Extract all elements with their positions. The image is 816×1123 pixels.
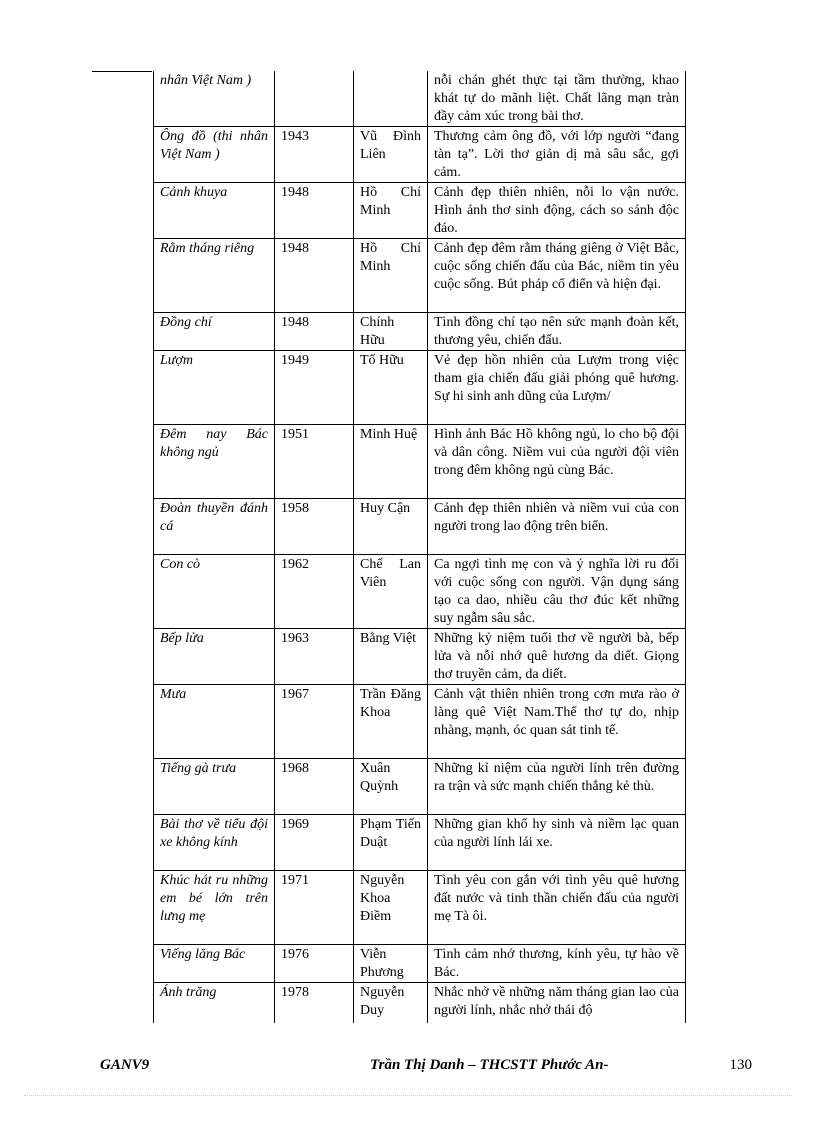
- poem-table: [153, 71, 686, 1023]
- poem-title: Khúc hát ru những em bé lớn trên lưng mẹ: [154, 871, 275, 945]
- table-row: [154, 685, 686, 759]
- page-footer: [100, 1057, 752, 1077]
- table-row: [154, 351, 686, 425]
- poem-title: Ông đồ (thi nhân Việt Nam ): [154, 127, 275, 183]
- table-row: [154, 183, 686, 239]
- poem-title: Viếng lăng Bác: [154, 945, 275, 983]
- poem-year: 1971: [275, 871, 354, 945]
- poem-author: Trần Đăng Khoa: [354, 685, 428, 759]
- poem-note: Tình đồng chí tạo nên sức mạnh đoàn kết, thương yêu, chiến đấu.: [428, 313, 686, 351]
- poem-title: Bếp lửa: [154, 629, 275, 685]
- poem-author: Chính Hữu: [354, 313, 428, 351]
- table-row: [154, 983, 686, 1023]
- table-row: [154, 629, 686, 685]
- page-bottom-divider: [24, 1095, 792, 1096]
- footer-left-label: GANV9: [100, 1057, 150, 1073]
- poem-title: Tiếng gà trưa: [154, 759, 275, 815]
- poem-title: Bài thơ về tiểu đội xe không kính: [154, 815, 275, 871]
- table-row: [154, 425, 686, 499]
- poem-title: Cảnh khuya: [154, 183, 275, 239]
- page-number: 130: [729, 1057, 752, 1073]
- table-row: [154, 555, 686, 629]
- poem-note: Cảnh đẹp đêm rằm tháng giêng ở Việt Bắc, cuộc sống chiến đấu của Bác, niềm tin yêu cuộc sống. Bút pháp cổ điển và hiện đại.: [428, 239, 686, 313]
- poem-note: Nhắc nhở về những năm tháng gian lao của người lính, nhắc nhở thái độ: [428, 983, 686, 1023]
- poem-year: 1948: [275, 239, 354, 313]
- poem-title: Đoàn thuyền đánh cá: [154, 499, 275, 555]
- poem-year: 1978: [275, 983, 354, 1023]
- table-row: [154, 945, 686, 983]
- poem-author: Phạm Tiến Duật: [354, 815, 428, 871]
- table-row: [154, 71, 686, 127]
- table-row: [154, 759, 686, 815]
- poem-year: 1968: [275, 759, 354, 815]
- footer-author: Trần Thị Danh – THCSTT Phước An-: [370, 1057, 609, 1073]
- poem-year: 1948: [275, 183, 354, 239]
- poem-note: Thương cảm ông đồ, với lớp người “đang tàn tạ”. Lời thơ giản dị mà sâu sắc, gợi cảm.: [428, 127, 686, 183]
- poem-title: Rằm tháng riêng: [154, 239, 275, 313]
- table-row: [154, 499, 686, 555]
- top-rule: [92, 71, 152, 72]
- poem-note: Những kỉ niệm của người lính trên đường ra trận và sức mạnh chiến thắng kẻ thù.: [428, 759, 686, 815]
- poem-year: 1967: [275, 685, 354, 759]
- poem-author: Nguyễn Duy: [354, 983, 428, 1023]
- poem-author: Hồ Chí Minh: [354, 239, 428, 313]
- poem-year: 1948: [275, 313, 354, 351]
- poem-author: Bằng Việt: [354, 629, 428, 685]
- poem-author: Tố Hữu: [354, 351, 428, 425]
- table-row: [154, 127, 686, 183]
- poem-note: Ca ngợi tình mẹ con và ý nghĩa lời ru đối với cuộc sống con người. Vận dụng sáng tạo ca dao, nhiều câu thơ đúc kết những suy ngẫm sâu sắc.: [428, 555, 686, 629]
- poem-note: Hình ảnh Bác Hồ không ngủ, lo cho bộ đội và dân công. Niềm vui của người đội viên trong đêm không ngủ cùng Bác.: [428, 425, 686, 499]
- table-row: [154, 871, 686, 945]
- poem-title: Đêm nay Bác không ngủ: [154, 425, 275, 499]
- poem-year: 1976: [275, 945, 354, 983]
- poem-title: Mưa: [154, 685, 275, 759]
- poem-title: nhân Việt Nam ): [154, 71, 275, 127]
- poem-note: Cảnh đẹp thiên nhiên, nỗi lo vận nước. Hình ảnh thơ sinh động, cách so sánh độc đáo.: [428, 183, 686, 239]
- table-row: [154, 815, 686, 871]
- poem-note: Tình cảm nhớ thương, kính yêu, tự hào về Bác.: [428, 945, 686, 983]
- poem-year: 1969: [275, 815, 354, 871]
- poem-author: [354, 71, 428, 127]
- poem-note: Vẻ đẹp hồn nhiên của Lượm trong việc tham gia chiến đấu giải phóng quê hương. Sự hi sinh anh dũng của Lượm/: [428, 351, 686, 425]
- poem-year: 1951: [275, 425, 354, 499]
- poem-author: Xuân Quỳnh: [354, 759, 428, 815]
- poem-year: 1943: [275, 127, 354, 183]
- poem-author: Vũ Đình Liên: [354, 127, 428, 183]
- poem-year: 1958: [275, 499, 354, 555]
- poem-author: Chế Lan Viên: [354, 555, 428, 629]
- poem-note: Cảnh vật thiên nhiên trong cơn mưa rào ở làng quê Việt Nam.Thể thơ tự do, nhịp nhàng, mạnh, óc quan sát tinh tế.: [428, 685, 686, 759]
- poem-author: Hồ Chí Minh: [354, 183, 428, 239]
- poem-year: 1949: [275, 351, 354, 425]
- poem-note: Những kỷ niệm tuổi thơ về người bà, bếp lửa và nỗi nhớ quê hương da diết. Giọng thơ truyền cảm, da diết.: [428, 629, 686, 685]
- poem-note: Những gian khổ hy sinh và niềm lạc quan của người lính lái xe.: [428, 815, 686, 871]
- poem-author: Huy Cận: [354, 499, 428, 555]
- table-row: [154, 239, 686, 313]
- poem-title: Lượm: [154, 351, 275, 425]
- poem-author: Nguyễn Khoa Điềm: [354, 871, 428, 945]
- poem-title: Đồng chí: [154, 313, 275, 351]
- poem-year: 1963: [275, 629, 354, 685]
- poem-author: Viễn Phương: [354, 945, 428, 983]
- poem-note: Cảnh đẹp thiên nhiên và niềm vui của con người trong lao động trên biển.: [428, 499, 686, 555]
- poem-note: Tình yêu con gắn với tình yêu quê hương đất nước và tinh thần chiến đấu của người mẹ Tà ôi.: [428, 871, 686, 945]
- poem-author: Minh Huệ: [354, 425, 428, 499]
- poem-note: nỗi chán ghét thực tại tầm thường, khao khát tự do mãnh liệt. Chất lãng mạn tràn đầy cảm xúc trong bài thơ.: [428, 71, 686, 127]
- poem-year: [275, 71, 354, 127]
- poem-title: Con cò: [154, 555, 275, 629]
- poem-title: Ánh trăng: [154, 983, 275, 1023]
- table-row: [154, 313, 686, 351]
- poem-year: 1962: [275, 555, 354, 629]
